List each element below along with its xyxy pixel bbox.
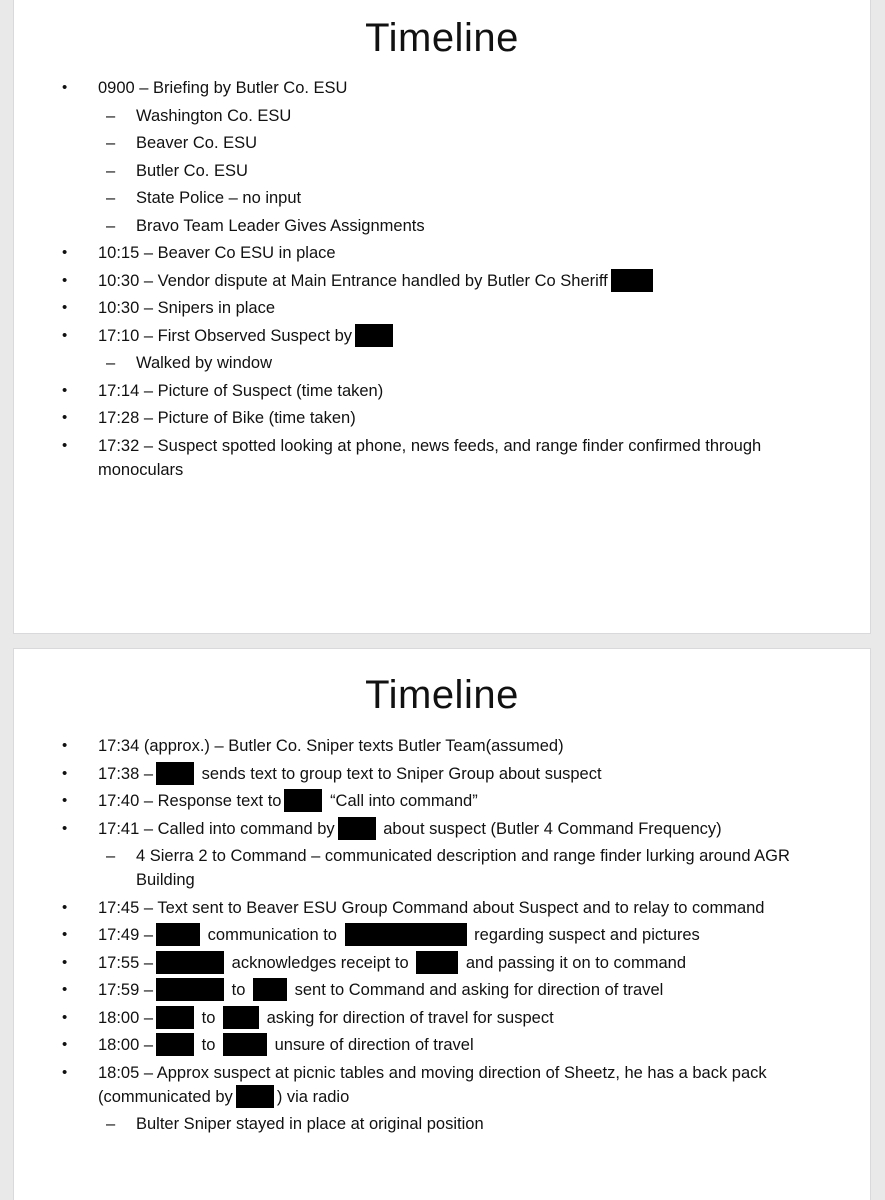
item-text: and passing it on to command — [465, 953, 687, 972]
list-item — [62, 923, 830, 947]
slide-title: Timeline — [365, 16, 519, 60]
timeline-list — [62, 76, 830, 485]
item-text: acknowledges receipt to — [231, 953, 409, 972]
list-item — [62, 951, 830, 975]
item-text: 17:41 – Called into command by — [98, 819, 335, 838]
slide-title: Timeline — [365, 673, 519, 717]
list-item — [62, 1061, 830, 1109]
redaction-box — [156, 978, 224, 1001]
item-text: communication to — [207, 926, 337, 944]
list-item: • 17:34 (approx.) – Butler Co. Sniper texts Butler Team(assumed) — [62, 734, 830, 758]
item-text: 10:30 – Vendor dispute at Main Entrance handled by Butler Co Sheriff — [98, 271, 608, 290]
sub-item: – Walked by window — [62, 351, 830, 375]
list-item: • 10:15 – Beaver Co ESU in place — [62, 241, 830, 265]
sub-item: – State Police – no input — [62, 186, 830, 210]
list-item: • 17:14 – Picture of Suspect (time taken) — [62, 379, 830, 403]
redaction-box — [345, 923, 467, 946]
redaction-box — [338, 817, 376, 840]
redaction-box — [611, 269, 653, 292]
redaction-box — [355, 324, 393, 347]
item-text: sent to Command and asking for direction of travel — [294, 981, 664, 999]
list-item — [62, 324, 830, 348]
list-item — [62, 817, 830, 841]
list-item — [62, 978, 830, 1002]
item-text: 18:00 – — [98, 1008, 154, 1027]
redaction-box — [156, 951, 224, 974]
item-text: sends text to group text to Sniper Group about suspect — [201, 764, 602, 783]
redaction-box — [156, 1033, 194, 1056]
item-text: 18:00 – — [98, 1036, 154, 1054]
item-text: ) via radio — [276, 1087, 350, 1106]
item-text: 17:59 – — [98, 981, 154, 999]
sub-item: – Washington Co. ESU — [62, 104, 830, 128]
item-text: about suspect (Butler 4 Command Frequency) — [383, 819, 722, 838]
sub-item: – Butler Co. ESU — [62, 159, 830, 183]
list-item: • 17:28 – Picture of Bike (time taken) — [62, 406, 830, 430]
redaction-box — [156, 1006, 194, 1029]
item-text: regarding suspect and pictures — [474, 926, 700, 944]
item-text: 17:38 – — [98, 764, 154, 783]
sub-item: – Bulter Sniper stayed in place at original position — [62, 1112, 830, 1136]
item-text: to — [231, 981, 246, 999]
list-item — [62, 789, 830, 813]
redaction-box — [223, 1033, 267, 1056]
sub-item: – 4 Sierra 2 to Command – communicated description and range finder lurking around AGR Building — [62, 844, 830, 892]
redaction-box — [156, 923, 200, 946]
list-item — [62, 1006, 830, 1030]
redaction-box — [253, 978, 287, 1001]
item-text: 17:40 – Response text to — [98, 792, 282, 810]
redaction-box — [156, 762, 194, 785]
list-item — [62, 1033, 830, 1057]
redaction-box — [284, 789, 322, 812]
list-item: • 17:45 – Text sent to Beaver ESU Group Command about Suspect and to relay to command — [62, 896, 830, 920]
sub-item: – Beaver Co. ESU — [62, 131, 830, 155]
redaction-box — [223, 1006, 259, 1029]
item-text: to — [201, 1036, 216, 1054]
list-item — [62, 762, 830, 786]
redaction-box — [416, 951, 458, 974]
item-text: to — [201, 1008, 216, 1027]
item-text: “Call into command” — [330, 792, 478, 810]
item-text: unsure of direction of travel — [274, 1036, 474, 1054]
item-text: 17:55 – — [98, 953, 154, 972]
item-text: 17:49 – — [98, 926, 154, 944]
list-item: • 10:30 – Snipers in place — [62, 296, 830, 320]
sub-item: – Bravo Team Leader Gives Assignments — [62, 214, 830, 238]
list-item: • 0900 – Briefing by Butler Co. ESU — [62, 76, 830, 100]
item-text: asking for direction of travel for suspect — [266, 1008, 554, 1027]
list-item — [62, 269, 830, 293]
slide-1 — [14, 0, 870, 633]
list-item: • 17:32 – Suspect spotted looking at phone, news feeds, and range finder confirmed through monoculars — [62, 434, 830, 482]
item-text: 17:10 – First Observed Suspect by — [98, 326, 353, 345]
item-text: 18:05 – Approx suspect at picnic tables and moving direction of Sheetz, he has a back pack (communicated by — [98, 1063, 767, 1106]
slide-2 — [14, 649, 870, 1200]
redaction-box — [236, 1085, 274, 1108]
timeline-list — [62, 734, 830, 1140]
